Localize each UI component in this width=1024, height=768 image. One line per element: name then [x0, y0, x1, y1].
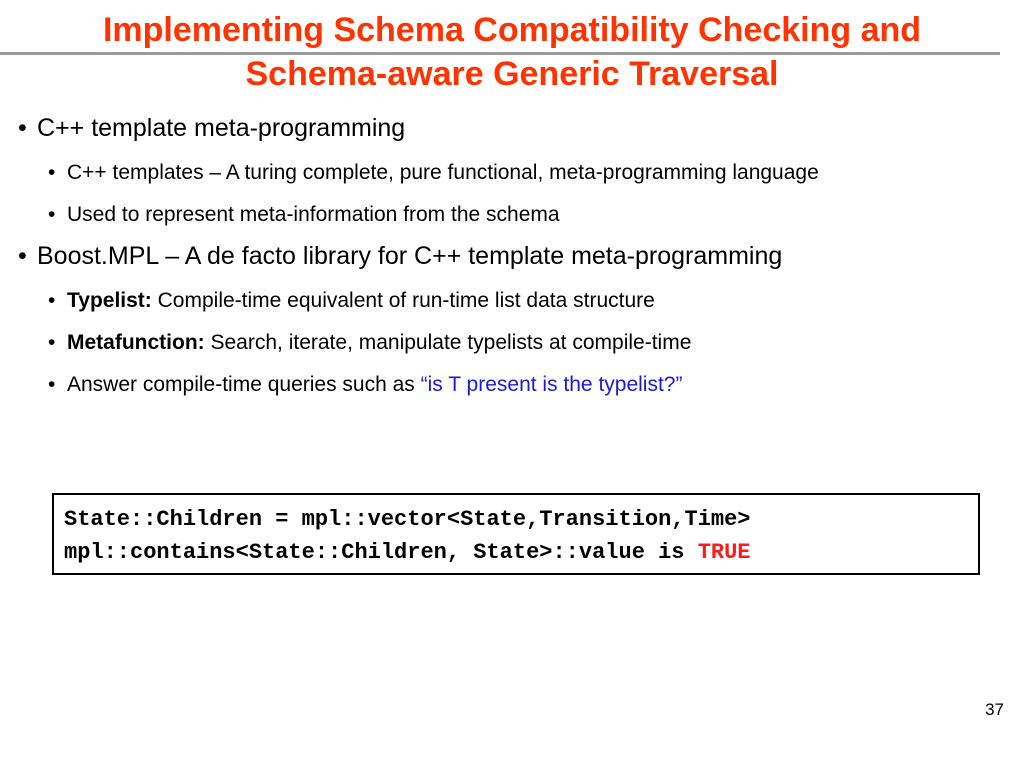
- bullet-list: [18, 112, 1008, 410]
- title-line-1: Implementing Schema Compatibility Checking and: [102, 11, 922, 49]
- bullet-dot: •: [18, 242, 27, 270]
- bullet-level1-cpp-templates: [18, 112, 1008, 144]
- bullet-level1-boost-mpl: [18, 240, 1008, 272]
- code-example-box: [52, 493, 980, 575]
- bullet-text: Answer compile-time queries such as: [67, 373, 421, 396]
- bullet-text: Boost.MPL – A de facto library for C++ template meta-programming: [37, 242, 783, 270]
- bullet-dot: •: [48, 331, 56, 354]
- bullet-dot: •: [48, 203, 56, 226]
- bullet-term: Metafunction:: [67, 331, 205, 354]
- bullet-level2-metafunction: [48, 326, 1008, 360]
- bullet-dot: •: [48, 373, 56, 396]
- bullet-dot: •: [48, 289, 56, 312]
- bullet-level2-typelist: [48, 284, 1008, 318]
- page-number: 37: [985, 700, 1004, 719]
- bullet-level2-queries: [48, 368, 1008, 402]
- code-line-1: State::Children = mpl::vector<State,Transition,Time>: [64, 507, 751, 532]
- true-keyword: TRUE: [697, 540, 751, 565]
- code-line-2: [64, 536, 978, 569]
- bullet-dot: •: [18, 114, 27, 142]
- query-quote: “is T present is the typelist?”: [420, 373, 683, 396]
- bullet-text: C++ template meta-programming: [37, 114, 406, 142]
- bullet-text: Used to represent meta-information from the schema: [67, 203, 560, 226]
- bullet-term: Typelist:: [67, 289, 152, 312]
- code-line-2-text: mpl::contains<State::Children, State>::value is: [64, 540, 698, 565]
- title-divider: [0, 52, 1000, 55]
- bullet-text: Compile-time equivalent of run-time list data structure: [151, 289, 655, 312]
- bullet-level2-meta-information: [48, 198, 1008, 232]
- bullet-text: Search, iterate, manipulate typelists at compile-time: [204, 331, 692, 354]
- bullet-dot: •: [48, 161, 56, 184]
- bullet-text: C++ templates – A turing complete, pure functional, meta-programming language: [67, 161, 819, 184]
- title-line-2: Schema-aware Generic Traversal: [245, 55, 779, 93]
- bullet-level2-turing-complete: [48, 156, 1008, 190]
